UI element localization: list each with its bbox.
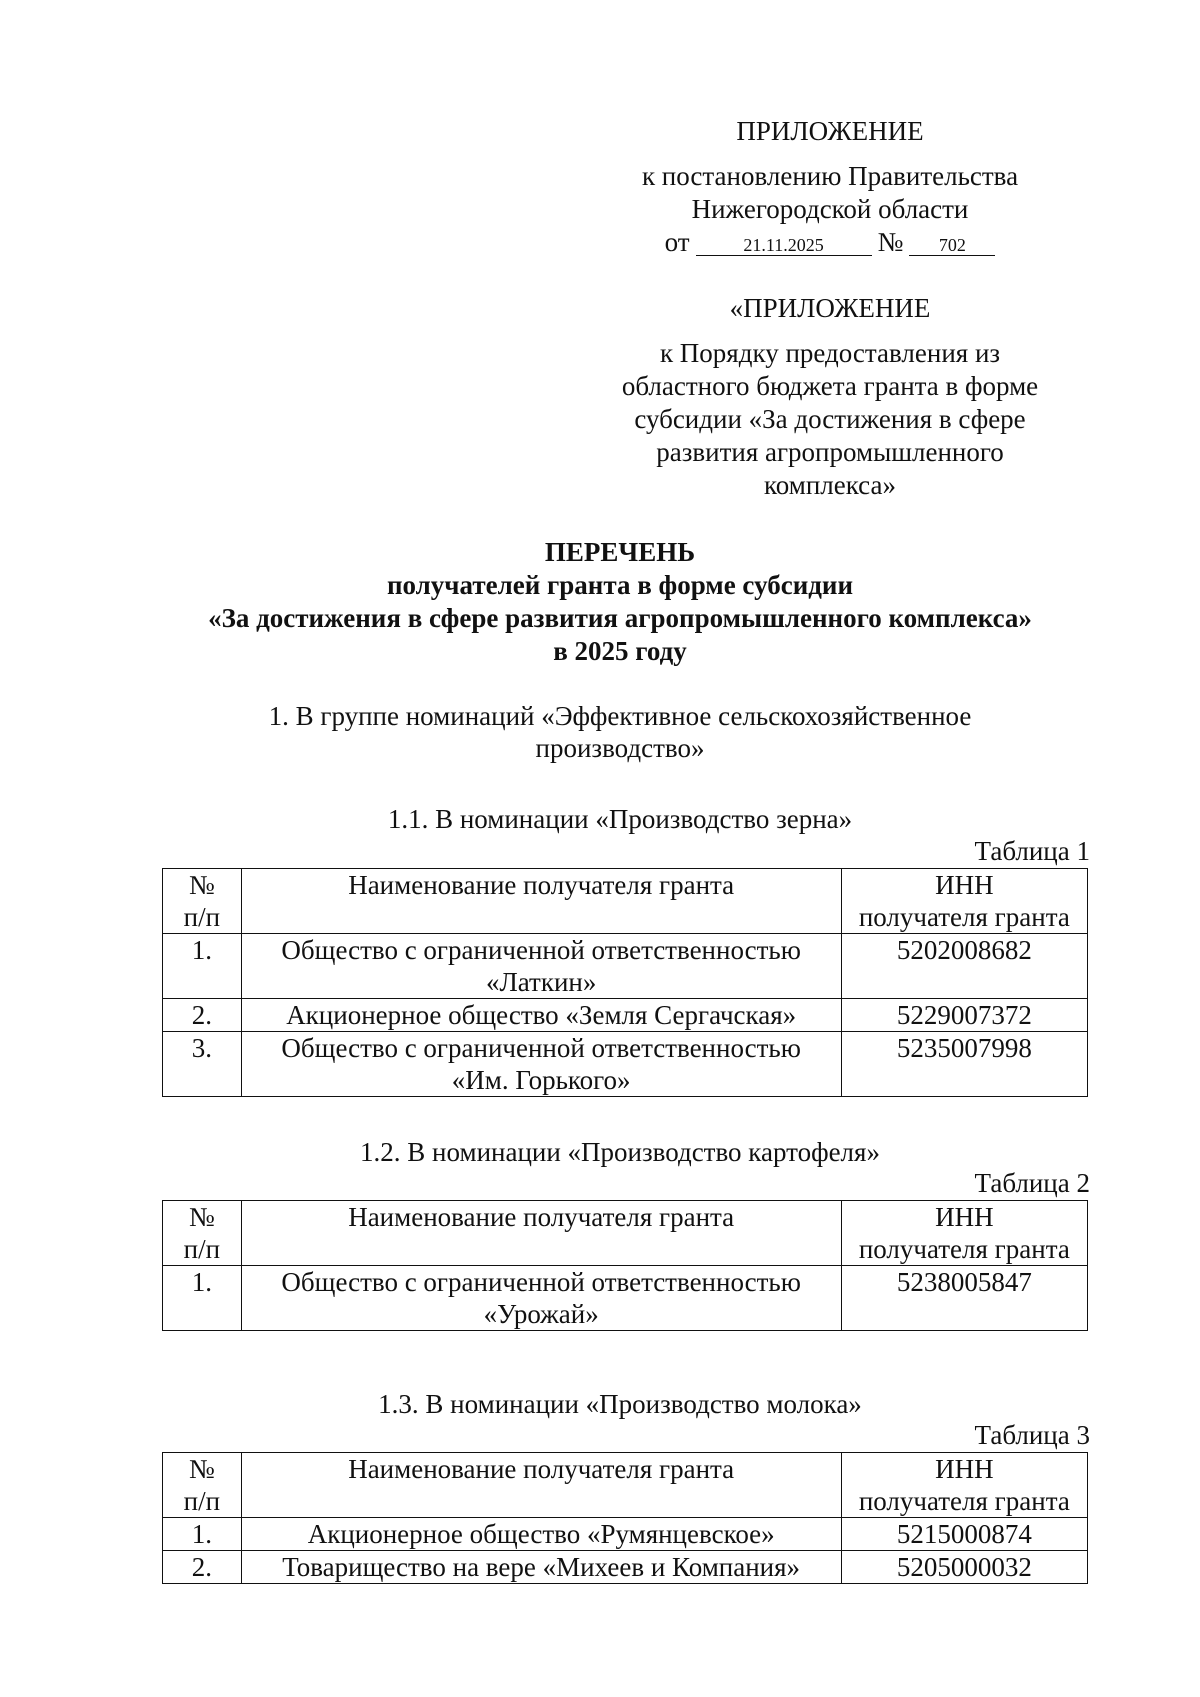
row-inn: 5238005847: [841, 1266, 1087, 1331]
row-name: Общество с ограниченной ответственностью «Урожай»: [241, 1266, 841, 1331]
number-value: 702: [909, 235, 995, 256]
date-prefix: от: [664, 227, 690, 257]
appendix-title: ПРИЛОЖЕНИЕ: [736, 116, 924, 146]
appendix2-line: развития агропромышленного: [656, 437, 1004, 467]
header-name: Наименование получателя гранта: [241, 1453, 841, 1518]
table-row: [163, 1266, 1088, 1331]
row-inn: 5202008682: [841, 934, 1087, 999]
heading-line: получателей гранта в форме субсидии: [386, 570, 854, 600]
table-label: Таблица 2: [974, 1168, 1090, 1198]
header-inn: ИНН получателя гранта: [841, 1453, 1087, 1518]
row-inn: 5205000032: [841, 1551, 1087, 1584]
document-heading: [150, 536, 1090, 668]
appendix2-line: субсидии «За достижения в сфере: [634, 404, 1026, 434]
table-row: [163, 1032, 1088, 1097]
row-inn: 5215000874: [841, 1518, 1087, 1551]
header-inn: ИНН получателя гранта: [841, 1201, 1087, 1266]
header-name: Наименование получателя гранта: [241, 1201, 841, 1266]
nomination-title: 1.3. В номинации «Производство молока»: [378, 1389, 862, 1419]
row-num: 1.: [163, 1266, 242, 1331]
table-label: Таблица 3: [974, 1420, 1090, 1450]
row-num: 1.: [163, 1518, 242, 1551]
appendix2-line: областного бюджета гранта в форме: [621, 371, 1039, 401]
group-heading: [200, 700, 1040, 764]
row-name: Акционерное общество «Румянцевское»: [241, 1518, 841, 1551]
nomination-title: 1.2. В номинации «Производство картофеля»: [360, 1137, 880, 1167]
table-header-row: [163, 1201, 1088, 1266]
row-num: 2.: [163, 999, 242, 1032]
heading-line: «За достижения в сфере развития агропромышленного комплекса»: [208, 603, 1032, 633]
table-row: [163, 999, 1088, 1032]
row-name: Товарищество на вере «Михеев и Компания»: [241, 1551, 841, 1584]
row-num: 1.: [163, 934, 242, 999]
row-name: Общество с ограниченной ответственностью «Им. Горького»: [241, 1032, 841, 1097]
appendix2-line: комплекса»: [764, 470, 896, 500]
table-label: Таблица 1: [974, 836, 1090, 866]
header-name: Наименование получателя гранта: [241, 869, 841, 934]
recipients-table: [162, 868, 1088, 1097]
table-header-row: [163, 869, 1088, 934]
heading-title: ПЕРЕЧЕНЬ: [544, 537, 696, 567]
row-name: Общество с ограниченной ответственностью «Латкин»: [241, 934, 841, 999]
group-line: 1. В группе номинаций «Эффективное сельскохозяйственное: [268, 701, 972, 731]
appendix-line: Нижегородской области: [691, 194, 969, 224]
number-sign: №: [877, 227, 904, 257]
nomination-title: 1.1. В номинации «Производство зерна»: [387, 804, 853, 834]
header-num: № п/п: [163, 1201, 242, 1266]
appendix-header: [560, 115, 1100, 259]
header-inn: ИНН получателя гранта: [841, 869, 1087, 934]
appendix-line: к постановлению Правительства: [641, 161, 1019, 191]
group-line: производство»: [535, 733, 705, 763]
header-num: № п/п: [163, 869, 242, 934]
row-num: 2.: [163, 1551, 242, 1584]
appendix2-title: «ПРИЛОЖЕНИЕ: [729, 293, 931, 323]
row-inn: 5235007998: [841, 1032, 1087, 1097]
date-value: 21.11.2025: [696, 235, 872, 256]
appendix2-line: к Порядку предоставления из: [659, 338, 1001, 368]
appendix2-header: [560, 292, 1100, 502]
heading-line: в 2025 году: [553, 636, 687, 666]
row-name: Акционерное общество «Земля Сергачская»: [241, 999, 841, 1032]
row-inn: 5229007372: [841, 999, 1087, 1032]
row-num: 3.: [163, 1032, 242, 1097]
recipients-table: [162, 1452, 1088, 1584]
table-row: [163, 934, 1088, 999]
table-row: [163, 1551, 1088, 1584]
table-row: [163, 1518, 1088, 1551]
appendix-date-row: [560, 226, 1100, 259]
header-num: № п/п: [163, 1453, 242, 1518]
recipients-table: [162, 1200, 1088, 1331]
table-header-row: [163, 1453, 1088, 1518]
